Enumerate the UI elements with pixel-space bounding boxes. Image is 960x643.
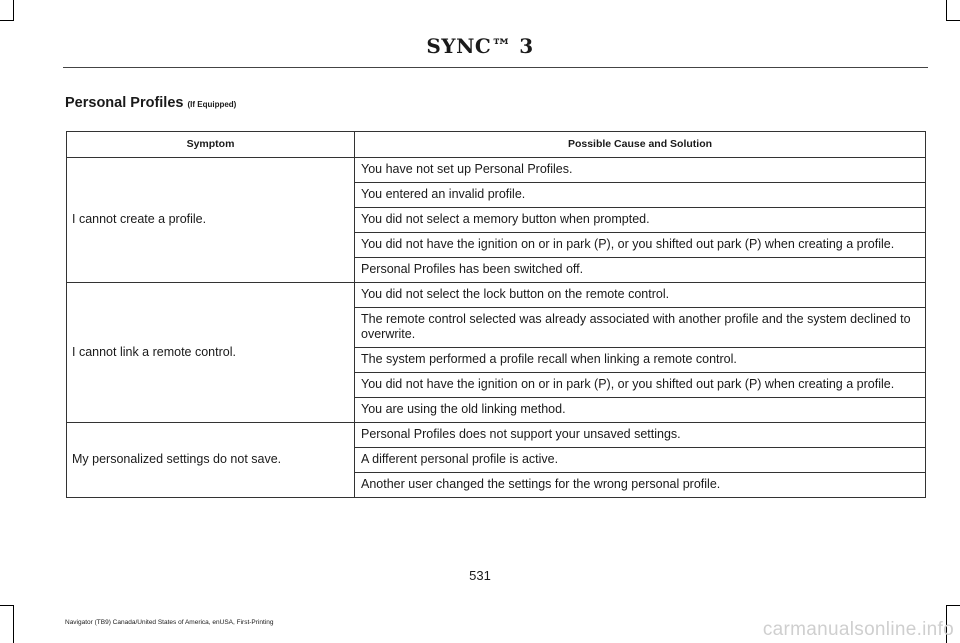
table-row xyxy=(67,423,926,448)
cause-cell: Personal Profiles has been switched off. xyxy=(355,258,926,283)
cause-cell: You did not select a memory button when prompted. xyxy=(355,208,926,233)
page-header-title: SYNC™ 3 xyxy=(426,34,534,58)
symptom-cell: I cannot create a profile. xyxy=(67,158,355,283)
crop-mark-top-left-horizontal xyxy=(0,20,14,21)
crop-mark-bottom-right-horizontal xyxy=(946,605,960,606)
crop-mark-top-left-vertical xyxy=(13,0,14,20)
cause-cell: Another user changed the settings for the wrong personal profile. xyxy=(355,473,926,498)
header-divider xyxy=(63,67,928,68)
crop-mark-top-right-horizontal xyxy=(946,20,960,21)
symptom-cell: I cannot link a remote control. xyxy=(67,283,355,423)
section-title-text: Personal Profiles xyxy=(65,95,184,111)
section-subtitle: (If Equipped) xyxy=(187,100,237,109)
table-row xyxy=(67,283,926,308)
cause-cell: The remote control selected was already associated with another profile and the system declined to overwrite. xyxy=(355,308,926,348)
table-row xyxy=(67,158,926,183)
watermark: carmanualsonline.info xyxy=(762,619,954,640)
table-header-row xyxy=(67,132,926,158)
column-header-symptom: Symptom xyxy=(67,132,355,158)
crop-mark-bottom-left-horizontal xyxy=(0,605,14,606)
cause-cell: You did not have the ignition on or in park (P), or you shifted out park (P) when creating a profile. xyxy=(355,373,926,398)
troubleshooting-table xyxy=(66,131,926,498)
crop-mark-bottom-left-vertical xyxy=(13,605,14,643)
cause-cell: You entered an invalid profile. xyxy=(355,183,926,208)
crop-mark-top-right-vertical xyxy=(946,0,947,20)
cause-cell: You are using the old linking method. xyxy=(355,398,926,423)
symptom-cell: My personalized settings do not save. xyxy=(67,423,355,498)
cause-cell: You have not set up Personal Profiles. xyxy=(355,158,926,183)
cause-cell: You did not select the lock button on the remote control. xyxy=(355,283,926,308)
cause-cell: Personal Profiles does not support your unsaved settings. xyxy=(355,423,926,448)
cause-cell: The system performed a profile recall when linking a remote control. xyxy=(355,348,926,373)
cause-cell: A different personal profile is active. xyxy=(355,448,926,473)
footer-edition-note: Navigator (TB9) Canada/United States of America, enUSA, First-Printing xyxy=(65,619,274,626)
page-number: 531 xyxy=(469,568,491,583)
section-title xyxy=(65,95,236,111)
cause-cell: You did not have the ignition on or in park (P), or you shifted out park (P) when creating a profile. xyxy=(355,233,926,258)
column-header-cause: Possible Cause and Solution xyxy=(355,132,926,158)
